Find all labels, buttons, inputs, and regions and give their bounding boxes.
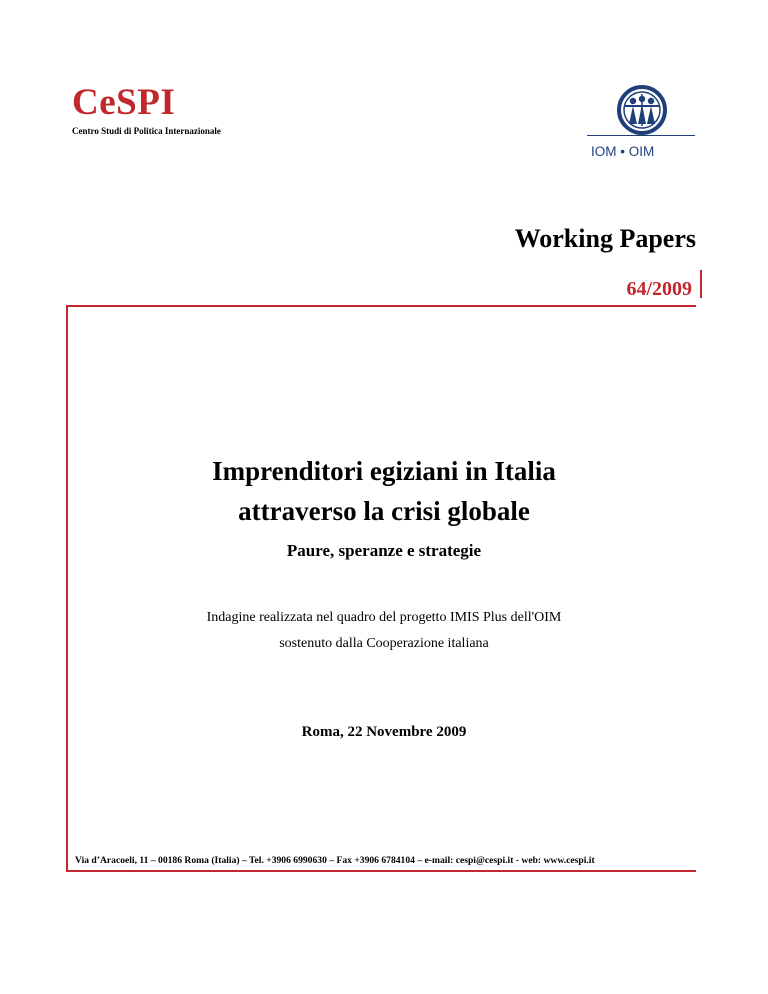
description-line2: sostenuto dalla Cooperazione italiana [279, 636, 489, 651]
iom-logo-text: IOM • OIM [591, 144, 655, 159]
main-title-line1: Imprenditori egiziani in Italia [212, 456, 556, 486]
cespi-logo-text: CeSPI [72, 82, 176, 123]
cespi-logo [72, 84, 221, 136]
footer-contact: Via d’Aracoeli, 11 – 00186 Roma (Italia) – Tel. +3906 6990630 – Fax +3906 6784104 – e-mail: cespi@cespi.it - web: www.cespi.it [75, 855, 595, 866]
content-frame [66, 305, 696, 872]
iom-logo [587, 84, 697, 159]
iom-emblem-icon [611, 84, 673, 136]
cespi-logo-subtitle: Centro Studi di Politica Internazionale [72, 126, 221, 136]
iom-divider [587, 135, 695, 136]
main-subtitle: Paure, speranze e strategie [286, 541, 482, 560]
series-number-bar [700, 270, 702, 298]
series-number: 64/2009 [626, 278, 692, 300]
description-line1: Indagine realizzata nel quadro del progetto IMIS Plus dell'OIM [206, 610, 562, 625]
publication-date: Roma, 22 Novembre 2009 [301, 724, 467, 740]
series-title: Working Papers [514, 224, 696, 253]
main-title-line2: attraverso la crisi globale [238, 496, 530, 526]
